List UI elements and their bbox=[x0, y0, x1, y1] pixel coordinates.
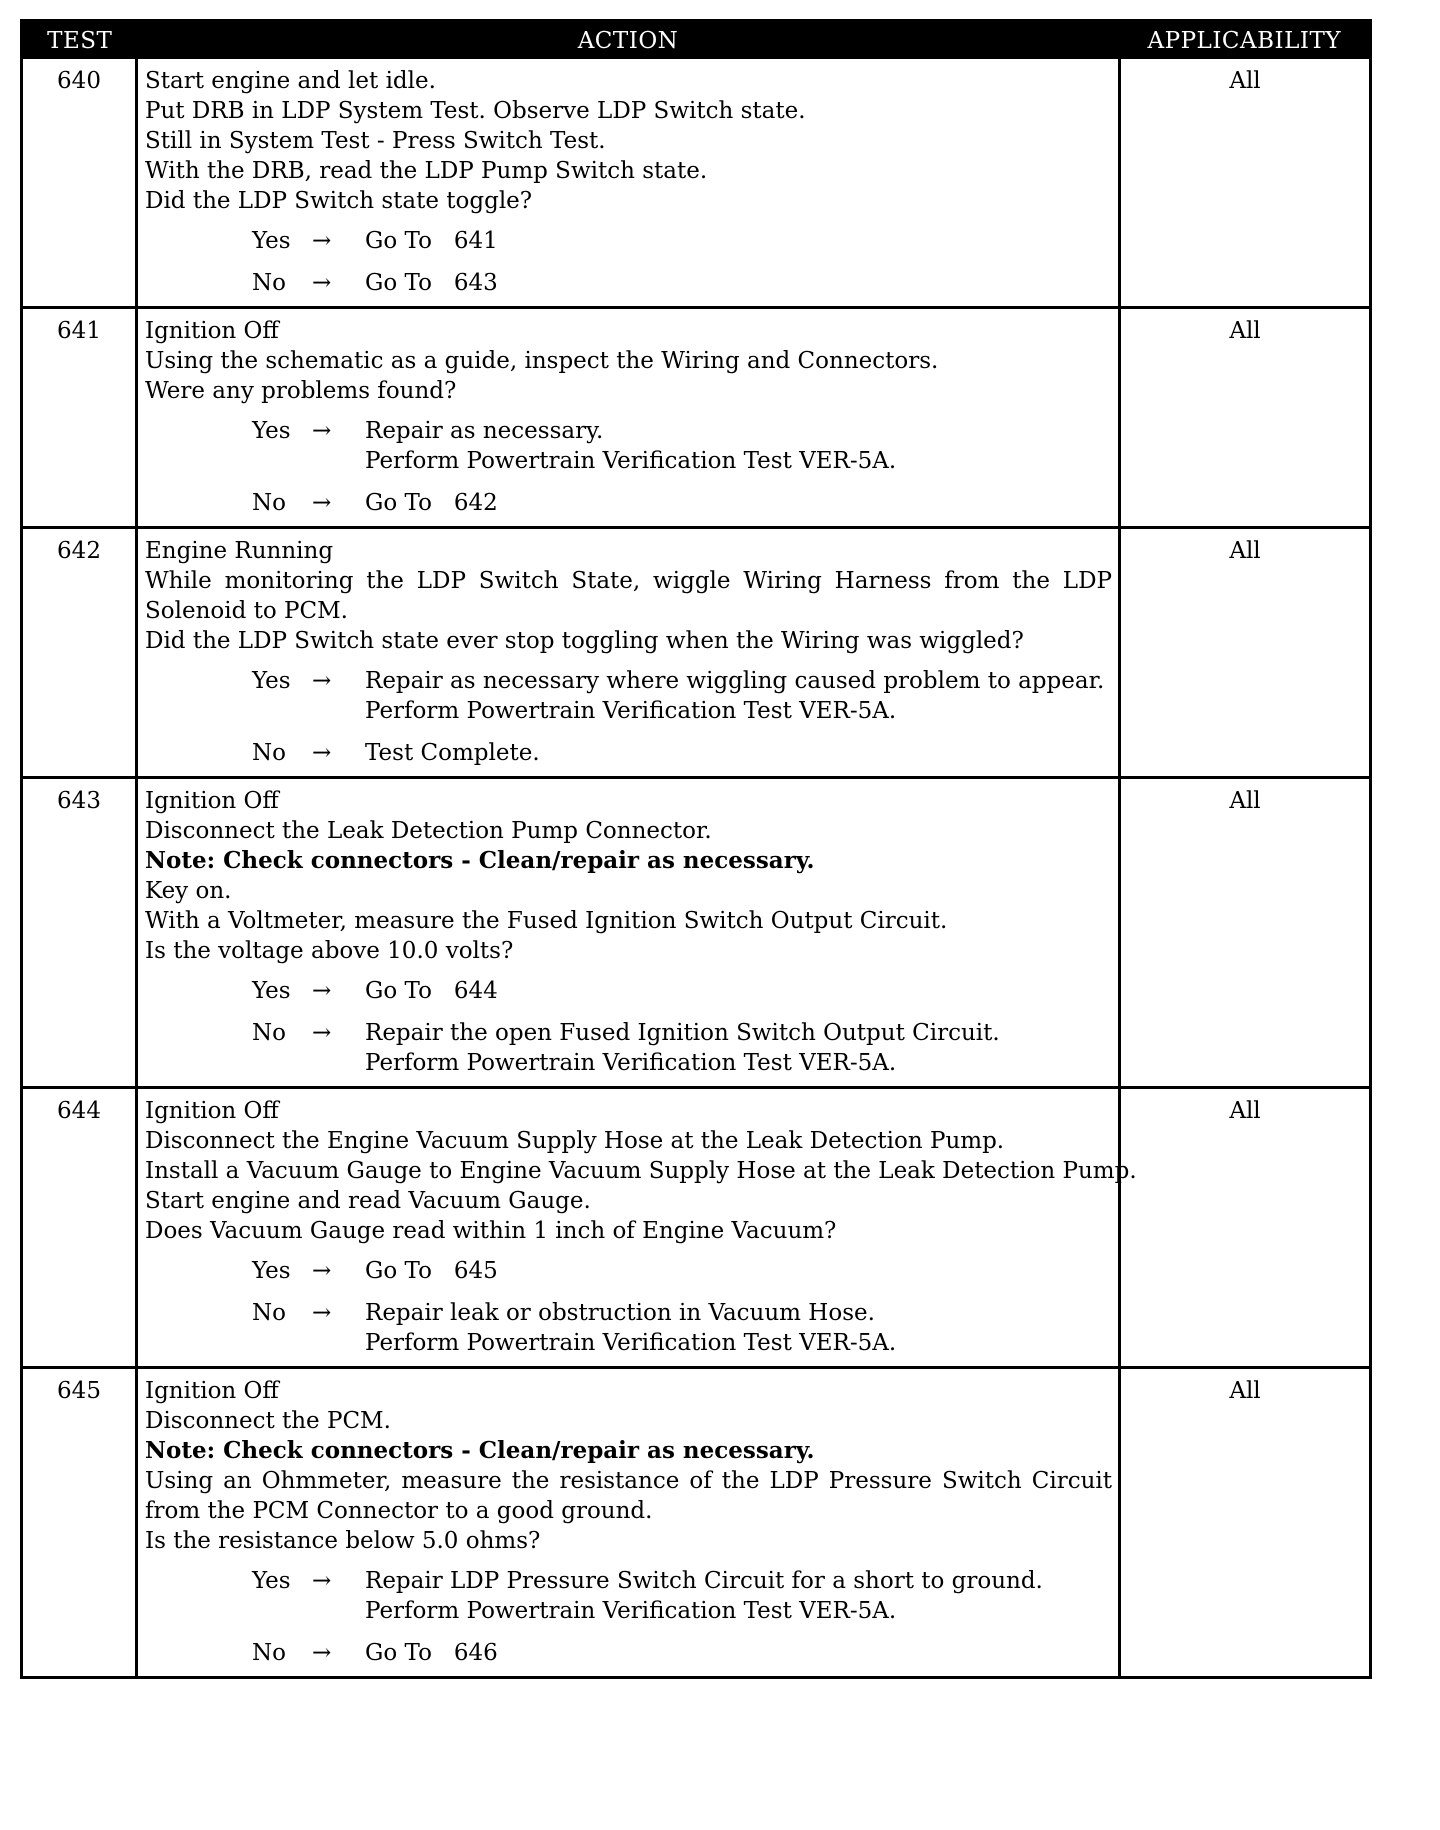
header-test: TEST bbox=[22, 21, 137, 60]
applicability-value: All bbox=[1120, 308, 1371, 528]
branch-result-line: Repair the open Fused Ignition Switch Output Circuit. bbox=[365, 1020, 1000, 1046]
branch-yes bbox=[145, 976, 1112, 1006]
action-step: Install a Vacuum Gauge to Engine Vacuum Supply Hose at the Leak Detection Pump. bbox=[145, 1158, 1137, 1184]
action-step: Start engine and read Vacuum Gauge. bbox=[145, 1188, 591, 1214]
action-step: Disconnect the Leak Detection Pump Connector. bbox=[145, 818, 712, 844]
applicability-value: All bbox=[1120, 528, 1371, 778]
branch-no bbox=[145, 1638, 1112, 1668]
branch-yes bbox=[145, 1566, 1112, 1626]
branch-result-line: Test Complete. bbox=[365, 740, 540, 766]
branch-result bbox=[365, 1638, 1112, 1668]
branch-result-line: Repair LDP Pressure Switch Circuit for a short to ground. bbox=[365, 1568, 1043, 1594]
action-note: Note: Check connectors - Clean/repair as necessary. bbox=[145, 847, 815, 874]
branch-no bbox=[145, 1018, 1112, 1078]
branch-result-line: Perform Powertrain Verification Test VER-5A. bbox=[365, 698, 897, 724]
branch-result bbox=[365, 1018, 1112, 1078]
table-row bbox=[22, 1368, 1371, 1678]
branch-label: No bbox=[252, 740, 286, 766]
action-step: Ignition Off bbox=[145, 788, 279, 814]
branch-no bbox=[145, 1298, 1112, 1358]
arrow-right-icon: → bbox=[312, 490, 332, 516]
table-row bbox=[22, 59, 1371, 308]
arrow-right-icon: → bbox=[312, 1300, 332, 1326]
branch-result-line: Go To 642 bbox=[365, 490, 498, 516]
action-step: Put DRB in LDP System Test. Observe LDP Switch state. bbox=[145, 98, 806, 124]
table-row bbox=[22, 308, 1371, 528]
test-number: 641 bbox=[22, 308, 137, 528]
branch-label: Yes bbox=[252, 1568, 291, 1594]
branch-list bbox=[145, 1256, 1112, 1358]
branch-yes bbox=[145, 666, 1112, 726]
action-step: Disconnect the PCM. bbox=[145, 1408, 391, 1434]
branch-list bbox=[145, 666, 1112, 768]
branch-label: Yes bbox=[252, 668, 291, 694]
branch-result bbox=[365, 976, 1112, 1006]
action-step: With a Voltmeter, measure the Fused Ignition Switch Output Circuit. bbox=[145, 908, 948, 934]
action-cell bbox=[137, 308, 1120, 528]
action-step: Is the voltage above 10.0 volts? bbox=[145, 938, 514, 964]
branch-yes bbox=[145, 1256, 1112, 1286]
branch-result bbox=[365, 1566, 1112, 1626]
action-cell bbox=[137, 778, 1120, 1088]
table-row bbox=[22, 1088, 1371, 1368]
branch-label: Yes bbox=[252, 1258, 291, 1284]
branch-no bbox=[145, 268, 1112, 298]
action-step: Did the LDP Switch state toggle? bbox=[145, 188, 533, 214]
action-step: Key on. bbox=[145, 878, 232, 904]
arrow-right-icon: → bbox=[312, 418, 332, 444]
applicability-value: All bbox=[1120, 778, 1371, 1088]
arrow-right-icon: → bbox=[312, 1020, 332, 1046]
branch-result bbox=[365, 226, 1112, 256]
branch-result-line: Repair as necessary where wiggling caused problem to appear. bbox=[365, 668, 1105, 694]
table-header bbox=[22, 21, 1371, 60]
table-row bbox=[22, 778, 1371, 1088]
applicability-value: All bbox=[1120, 1088, 1371, 1368]
branch-yes bbox=[145, 416, 1112, 476]
branch-result bbox=[365, 416, 1112, 476]
arrow-right-icon: → bbox=[312, 1258, 332, 1284]
action-step: Is the resistance below 5.0 ohms? bbox=[145, 1528, 541, 1554]
action-note: Note: Check connectors - Clean/repair as necessary. bbox=[145, 1437, 815, 1464]
action-step: Did the LDP Switch state ever stop toggling when the Wiring was wiggled? bbox=[145, 628, 1024, 654]
table-row bbox=[22, 528, 1371, 778]
arrow-right-icon: → bbox=[312, 740, 332, 766]
branch-result-line: Perform Powertrain Verification Test VER-5A. bbox=[365, 1050, 897, 1076]
arrow-right-icon: → bbox=[312, 668, 332, 694]
arrow-right-icon: → bbox=[312, 1640, 332, 1666]
branch-list bbox=[145, 1566, 1112, 1668]
action-step: Using the schematic as a guide, inspect the Wiring and Connectors. bbox=[145, 348, 939, 374]
arrow-right-icon: → bbox=[312, 228, 332, 254]
branch-list bbox=[145, 226, 1112, 298]
test-number: 642 bbox=[22, 528, 137, 778]
action-step: Ignition Off bbox=[145, 318, 279, 344]
action-step: Ignition Off bbox=[145, 1378, 279, 1404]
branch-no bbox=[145, 738, 1112, 768]
arrow-right-icon: → bbox=[312, 1568, 332, 1594]
action-step: Engine Running bbox=[145, 538, 334, 564]
test-number: 640 bbox=[22, 59, 137, 308]
branch-result bbox=[365, 1256, 1112, 1286]
action-step: While monitoring the LDP Switch State, wiggle Wiring Harness from the LDP Solenoid to PCM. bbox=[145, 568, 1112, 624]
branch-result-line: Perform Powertrain Verification Test VER-5A. bbox=[365, 1330, 897, 1356]
branch-result-line: Go To 643 bbox=[365, 270, 498, 296]
branch-result-line: Perform Powertrain Verification Test VER-5A. bbox=[365, 448, 897, 474]
branch-result-line: Repair as necessary. bbox=[365, 418, 604, 444]
branch-label: Yes bbox=[252, 418, 291, 444]
action-step: Were any problems found? bbox=[145, 378, 457, 404]
branch-result-line: Go To 646 bbox=[365, 1640, 498, 1666]
branch-label: Yes bbox=[252, 228, 291, 254]
branch-result bbox=[365, 666, 1112, 726]
branch-result-line: Go To 645 bbox=[365, 1258, 498, 1284]
branch-result-line: Repair leak or obstruction in Vacuum Hose. bbox=[365, 1300, 875, 1326]
action-cell bbox=[137, 528, 1120, 778]
branch-result bbox=[365, 488, 1112, 518]
branch-no bbox=[145, 488, 1112, 518]
test-number: 645 bbox=[22, 1368, 137, 1678]
branch-label: No bbox=[252, 1020, 286, 1046]
header-action: ACTION bbox=[137, 21, 1120, 60]
action-step: Still in System Test - Press Switch Test. bbox=[145, 128, 606, 154]
test-number: 644 bbox=[22, 1088, 137, 1368]
action-step: Using an Ohmmeter, measure the resistance of the LDP Pressure Switch Circuit from the PCM Connector to a good ground. bbox=[145, 1468, 1112, 1524]
branch-result bbox=[365, 738, 1112, 768]
table-body bbox=[22, 59, 1371, 1678]
branch-label: No bbox=[252, 490, 286, 516]
action-step: Start engine and let idle. bbox=[145, 68, 436, 94]
branch-label: Yes bbox=[252, 978, 291, 1004]
test-number: 643 bbox=[22, 778, 137, 1088]
action-cell bbox=[137, 1088, 1137, 1368]
branch-list bbox=[145, 416, 1112, 518]
applicability-value: All bbox=[1120, 1368, 1371, 1678]
branch-label: No bbox=[252, 270, 286, 296]
diagnostic-sheet bbox=[20, 19, 1369, 1679]
branch-result bbox=[365, 268, 1112, 298]
branch-label: No bbox=[252, 1640, 286, 1666]
action-step: With the DRB, read the LDP Pump Switch state. bbox=[145, 158, 708, 184]
action-cell bbox=[137, 59, 1120, 308]
branch-label: No bbox=[252, 1300, 286, 1326]
branch-result-line: Perform Powertrain Verification Test VER-5A. bbox=[365, 1598, 897, 1624]
branch-list bbox=[145, 976, 1112, 1078]
action-step: Ignition Off bbox=[145, 1098, 279, 1124]
header-applicability: APPLICABILITY bbox=[1120, 21, 1371, 60]
branch-yes bbox=[145, 226, 1112, 256]
branch-result-line: Go To 641 bbox=[365, 228, 498, 254]
action-step: Disconnect the Engine Vacuum Supply Hose at the Leak Detection Pump. bbox=[145, 1128, 1005, 1154]
branch-result-line: Go To 644 bbox=[365, 978, 498, 1004]
arrow-right-icon: → bbox=[312, 978, 332, 1004]
diagnostic-test-table bbox=[20, 19, 1372, 1679]
action-step: Does Vacuum Gauge read within 1 inch of Engine Vacuum? bbox=[145, 1218, 837, 1244]
arrow-right-icon: → bbox=[312, 270, 332, 296]
action-cell bbox=[137, 1368, 1120, 1678]
branch-result bbox=[365, 1298, 1112, 1358]
applicability-value: All bbox=[1229, 68, 1261, 94]
